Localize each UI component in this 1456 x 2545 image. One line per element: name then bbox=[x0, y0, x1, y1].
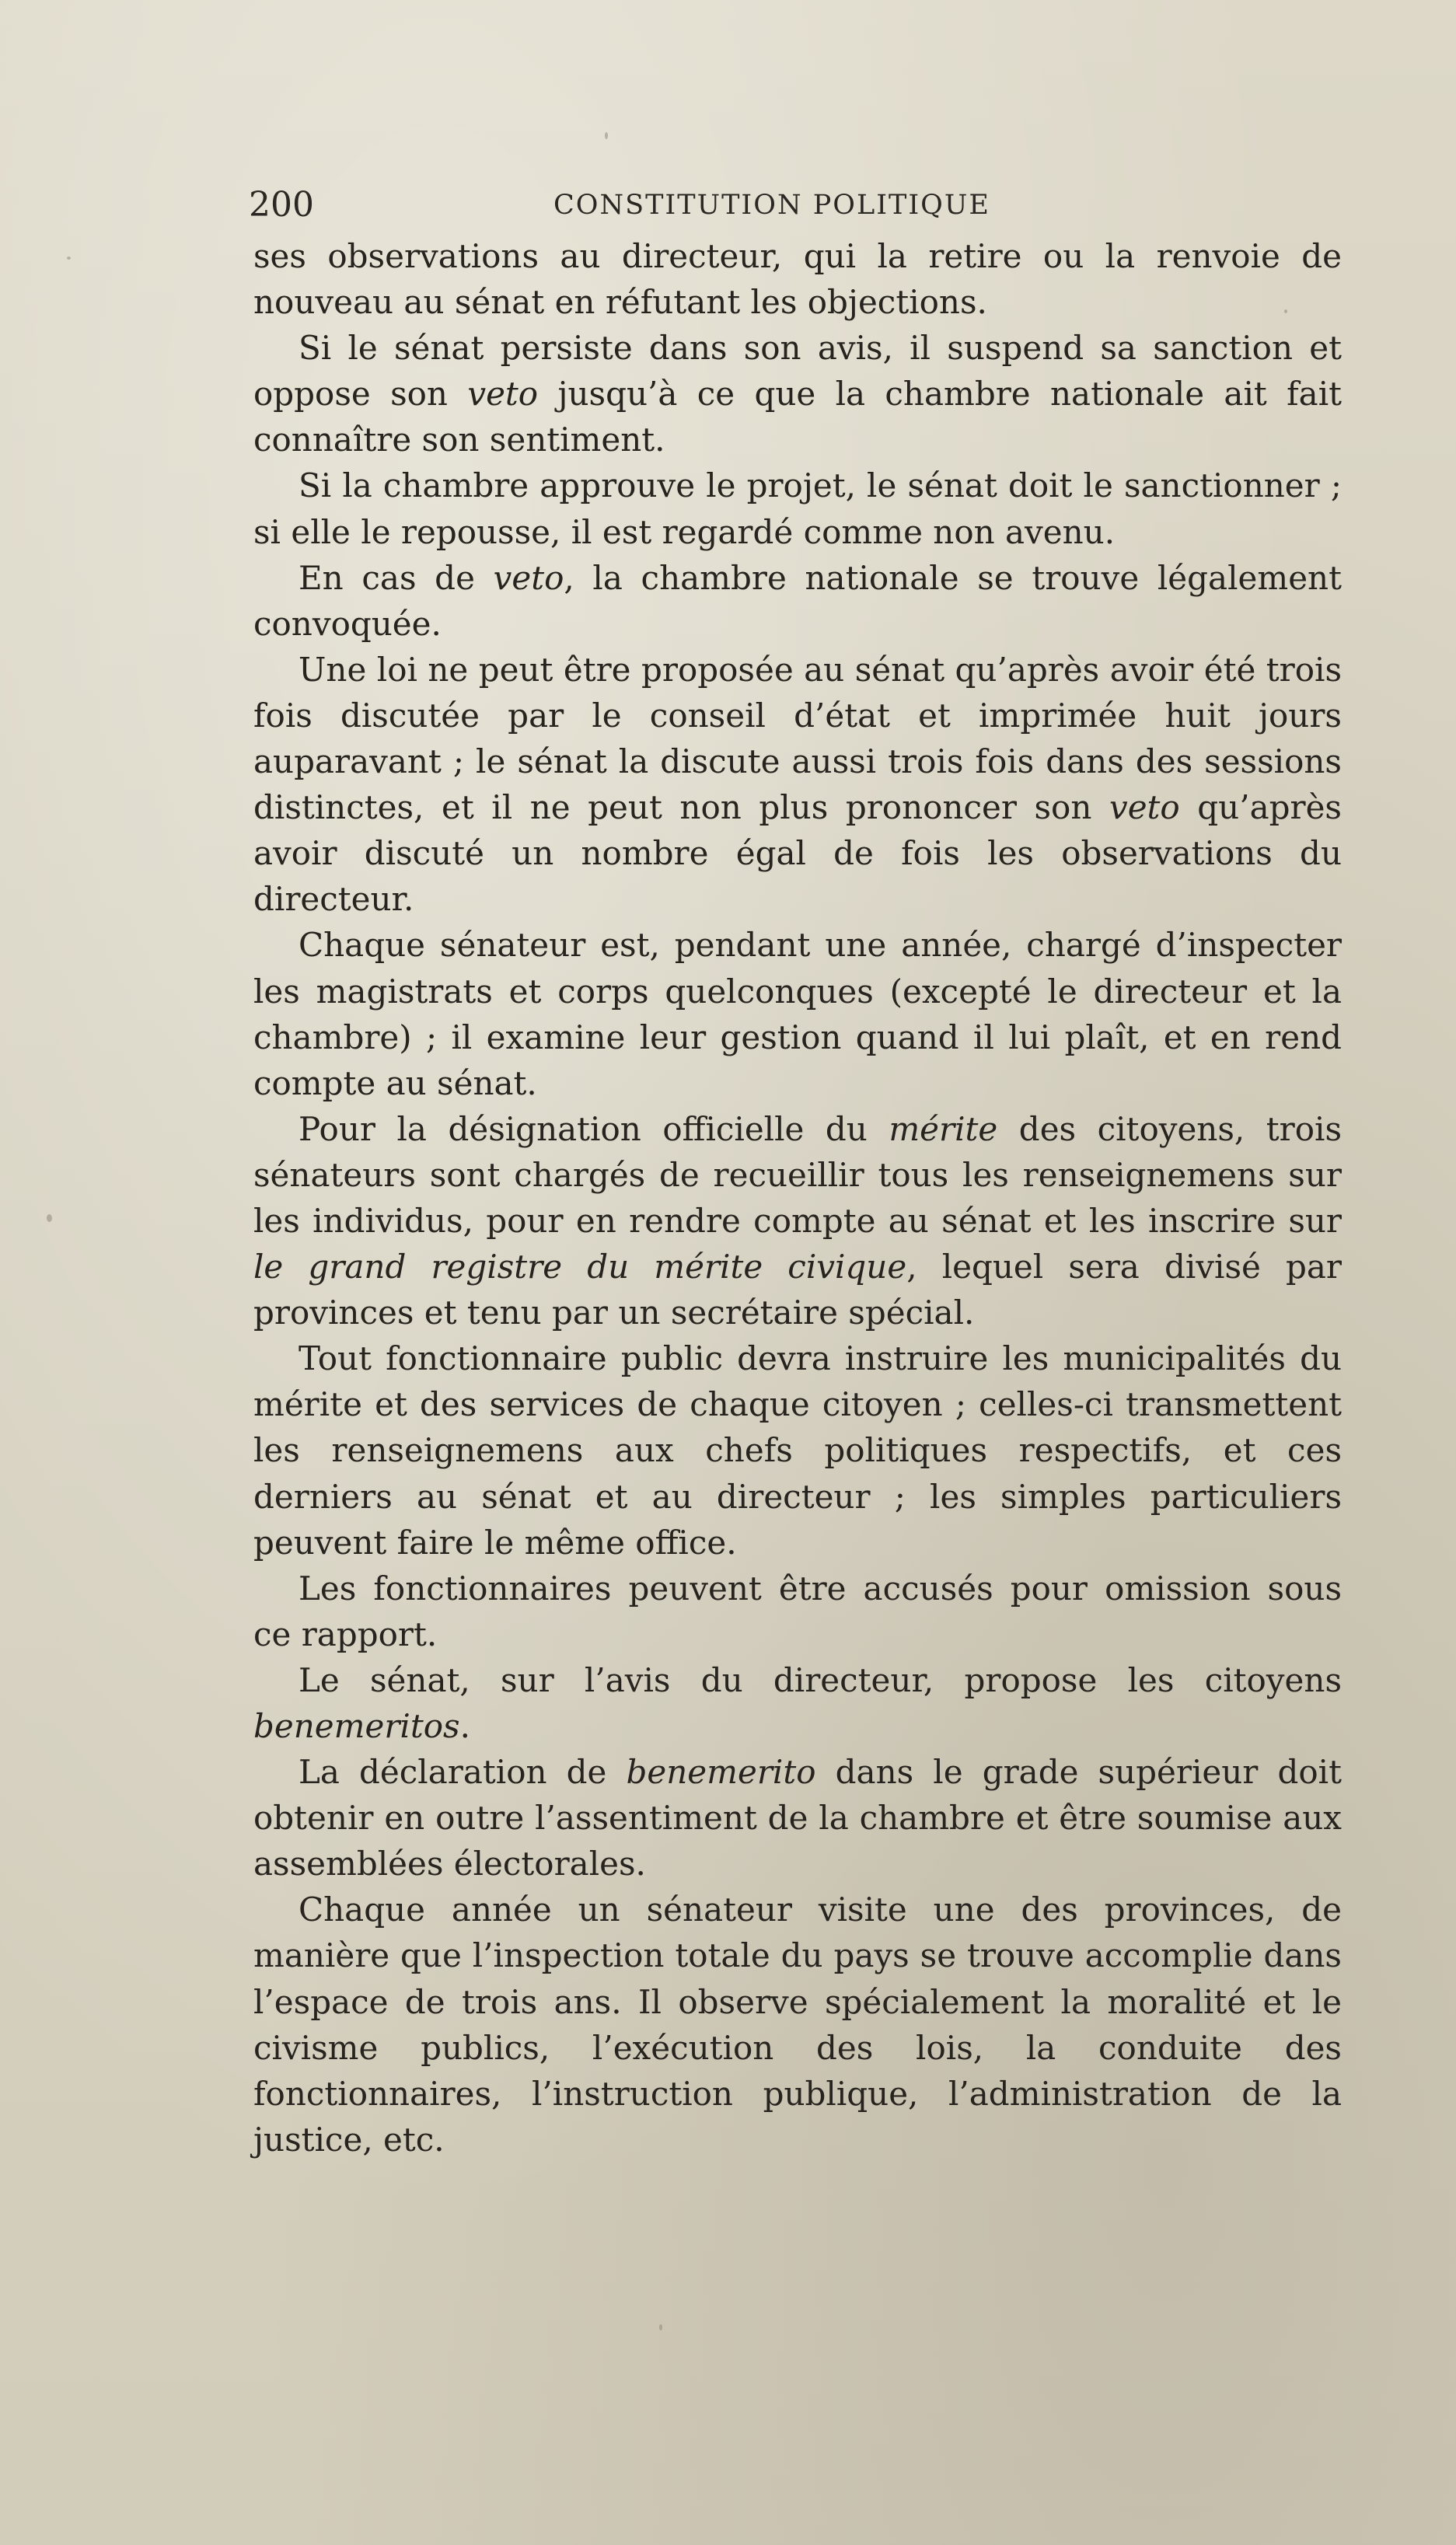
text-run: Le sénat, sur l’avis du directeur, propose les citoyens bbox=[299, 1660, 1342, 1699]
italic-phrase: veto bbox=[493, 558, 564, 597]
text-run: En cas de bbox=[299, 558, 494, 597]
paragraph bbox=[253, 1749, 1342, 1887]
text-run: ses observations au directeur, qui la retire ou la renvoie de nouveau au sénat en réfutant les objections. bbox=[253, 237, 1342, 322]
paragraph bbox=[253, 1566, 1342, 1657]
paper-speck bbox=[605, 132, 608, 139]
italic-phrase: mérite bbox=[889, 1109, 998, 1148]
text-run: Pour la désignation officielle du bbox=[299, 1109, 889, 1148]
page-number: 200 bbox=[249, 185, 314, 225]
text-run: Une loi ne peut être proposée au sénat qu’après avoir été trois fois discutée par le conseil d’état et imprimée huit jours auparavant ; le sénat la discute aussi trois fois dans des sessions distinctes, et il ne peut non plus prononcer son bbox=[253, 650, 1342, 827]
paper-speck bbox=[47, 1214, 52, 1222]
italic-phrase: benemerito bbox=[626, 1753, 816, 1792]
paragraph bbox=[253, 325, 1342, 463]
text-run: Tout fonctionnaire public devra instruire les municipalités du mérite et des services de chaque citoyen ; celles-ci transmettent les renseignemens aux chefs politiques respectifs, et ces derniers au sénat et au directeur ; les simples particuliers peuvent faire le même office. bbox=[253, 1339, 1342, 1562]
paragraph bbox=[253, 463, 1342, 554]
paragraph bbox=[253, 233, 1342, 325]
text-run: des citoyens, trois sénateurs sont chargés de recueillir tous les renseignemens sur les individus, pour en rendre compte au sénat et les inscrire sur bbox=[253, 1109, 1342, 1240]
paragraph bbox=[253, 1887, 1342, 2163]
paragraph bbox=[253, 1335, 1342, 1565]
page-header bbox=[249, 180, 1353, 230]
text-run: dans le grade supérieur doit obtenir en outre l’assentiment de la chambre et être soumise aux assemblées électorales. bbox=[253, 1753, 1342, 1883]
italic-phrase: veto bbox=[467, 375, 539, 414]
text-run: jusqu’à ce que la chambre nationale ait fait connaître son sentiment. bbox=[253, 375, 1343, 459]
text-run: Chaque sénateur est, pendant une année, chargé d’inspecter les magistrats et corps quelconques (excepté le directeur et la chambre) ; il examine leur gestion quand il lui plaît, et en rend compte au sénat. bbox=[253, 926, 1342, 1102]
text-run: Si la chambre approuve le projet, le sénat doit le sanctionner ; si elle le repousse, il est regardé comme non avenu. bbox=[253, 466, 1342, 551]
paragraph bbox=[253, 922, 1342, 1105]
italic-phrase: benemeritos bbox=[253, 1707, 460, 1745]
text-run: Chaque année un sénateur visite une des provinces, de manière que l’inspection totale du pays se trouve accomplie dans l’espace de trois ans. Il observe spécialement la moralité et le civisme publics, l’exécution des lois, la conduite des fonctionnaires, l’instruction publique, l’administration de la justice, etc. bbox=[253, 1890, 1342, 2159]
text-run: Les fonctionnaires peuvent être accusés pour omission sous ce rapport. bbox=[253, 1569, 1342, 1653]
text-run: . bbox=[459, 1707, 470, 1745]
paper-speck bbox=[1284, 309, 1287, 313]
paragraph bbox=[253, 1106, 1342, 1335]
text-run: , lequel sera divisé par provinces et tenu par un secrétaire spécial. bbox=[253, 1248, 1342, 1332]
text-run: , la chambre nationale se trouve légalement convoquée. bbox=[253, 558, 1342, 643]
italic-phrase: le grand registre du mérite civique bbox=[253, 1248, 907, 1286]
italic-phrase: veto bbox=[1109, 788, 1180, 827]
text-run: La déclaration de bbox=[299, 1753, 627, 1792]
running-head: CONSTITUTION POLITIQUE bbox=[553, 190, 990, 221]
paragraph bbox=[253, 1657, 1342, 1749]
paper-speck bbox=[67, 257, 71, 260]
text-run: qu’après avoir discuté un nombre égal de fois les observations du directeur. bbox=[253, 788, 1342, 919]
paragraph bbox=[253, 647, 1342, 923]
text-run: Si le sénat persiste dans son avis, il suspend sa sanction et oppose son bbox=[253, 329, 1342, 414]
paper-speck bbox=[659, 2324, 662, 2330]
paragraph bbox=[253, 555, 1342, 647]
body-text bbox=[253, 233, 1342, 2163]
